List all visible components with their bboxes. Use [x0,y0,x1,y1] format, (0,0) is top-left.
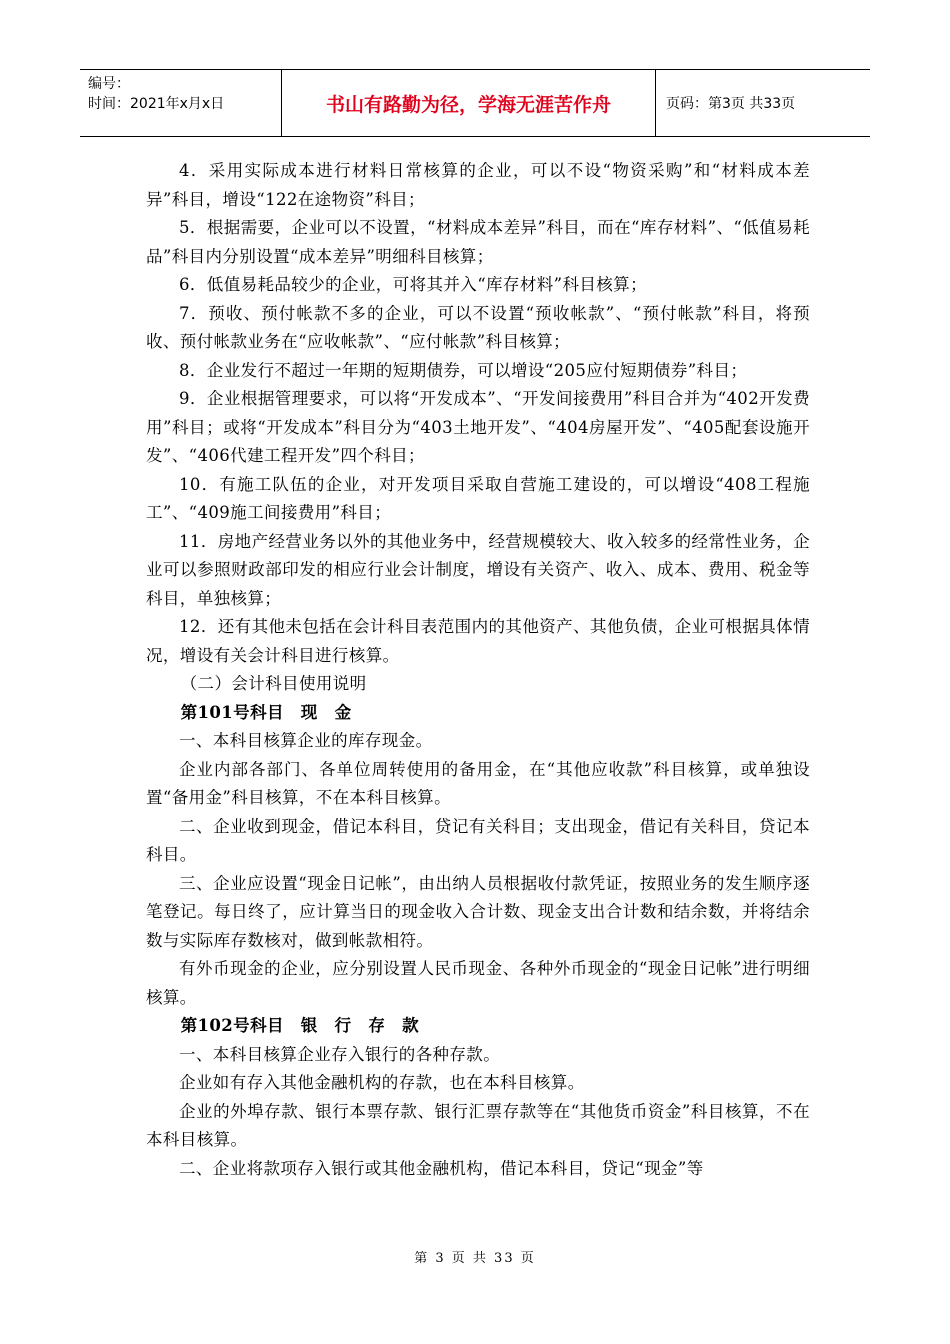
time-label: 时间：2021年x月x日 [88,96,225,112]
header-meta [80,70,282,136]
subject-102-heading: 第102号科目 银 行 存 款 [180,1016,420,1035]
subject-101-heading: 第101号科目 现 金 [180,702,352,722]
page-header [80,69,870,137]
paragraph: 一、本科目核算企业存入银行的各种存款。 [179,1044,501,1064]
paragraph: 7．预收、预付帐款不多的企业，可以不设置“预收帐款”、“预付帐款”科目，将预收、预付帐款业务在“应收帐款”、“应付帐款”科目核算； [146,303,810,351]
paragraph: 6．低值易耗品较少的企业，可将其并入“库存材料”科目核算； [179,275,647,294]
paragraph: 企业内部各部门、各单位周转使用的备用金，在“其他应收款”科目核算，或单独设置“备用金”科目核算，不在本科目核算。 [146,759,810,807]
paragraph: 5．根据需要，企业可以不设置，“材料成本差异”科目，而在“库存材料”、“低值易耗品”科目内分别设置“成本差异”明细科目核算； [146,218,810,266]
paragraph: 9．企业根据管理要求，可以将“开发成本”、“开发间接费用”科目合并为“402开发费用”科目；或将“开发成本”科目分为“403土地开发”、“404房屋开发”、“405配套设施开发”、“406代建工程开发”四个科目； [146,389,810,465]
paragraph: 12．还有其他未包括在会计科目表范围内的其他资产、其他负债，企业可根据具体情况，增设有关会计科目进行核算。 [146,617,810,665]
section-title: （二）会计科目使用说明 [180,674,367,693]
header-motto: 书山有路勤为径，学海无涯苦作舟 [282,70,656,136]
document-body [146,157,810,1183]
page-footer: 第 3 页 共 33 页 [414,1251,536,1266]
header-page-code: 页码：第3页 共33页 [666,96,796,112]
paragraph: 有外币现金的企业，应分别设置人民币现金、各种外币现金的“现金日记帐”进行明细核算。 [146,959,810,1007]
paragraph: 8．企业发行不超过一年期的短期债券，可以增设“205应付短期债券”科目； [179,360,748,380]
paragraph: 10．有施工队伍的企业，对开发项目采取自营施工建设的，可以增设“408工程施工”、“409施工间接费用”科目； [146,474,810,522]
number-label: 编号： [88,76,130,92]
paragraph: 11．房地产经营业务以外的其他业务中，经营规模较大、收入较多的经常性业务，企业可以参照财政部印发的相应行业会计制度，增设有关资产、收入、成本、费用、税金等科目，单独核算； [146,531,810,608]
paragraph: 企业如有存入其他金融机构的存款，也在本科目核算。 [179,1073,585,1092]
paragraph: 企业的外埠存款、银行本票存款、银行汇票存款等在“其他货币资金”科目核算，不在本科目核算。 [146,1101,810,1149]
paragraph: 二、企业收到现金，借记本科目，贷记有关科目；支出现金，借记有关科目，贷记本科目。 [146,816,810,864]
paragraph: 三、企业应设置“现金日记帐”，由出纳人员根据收付款凭证，按照业务的发生顺序逐笔登记。每日终了，应计算当日的现金收入合计数、现金支出合计数和结余数，并将结余数与实际库存数核对，做到帐款相符。 [146,873,810,950]
paragraph: 4．采用实际成本进行材料日常核算的企业，可以不设“物资采购”和“材料成本差异”科目，增设“122在途物资”科目； [146,161,810,209]
paragraph: 二、企业将款项存入银行或其他金融机构，借记本科目，贷记“现金”等 [179,1158,704,1178]
paragraph: 一、本科目核算企业的库存现金。 [179,731,433,750]
